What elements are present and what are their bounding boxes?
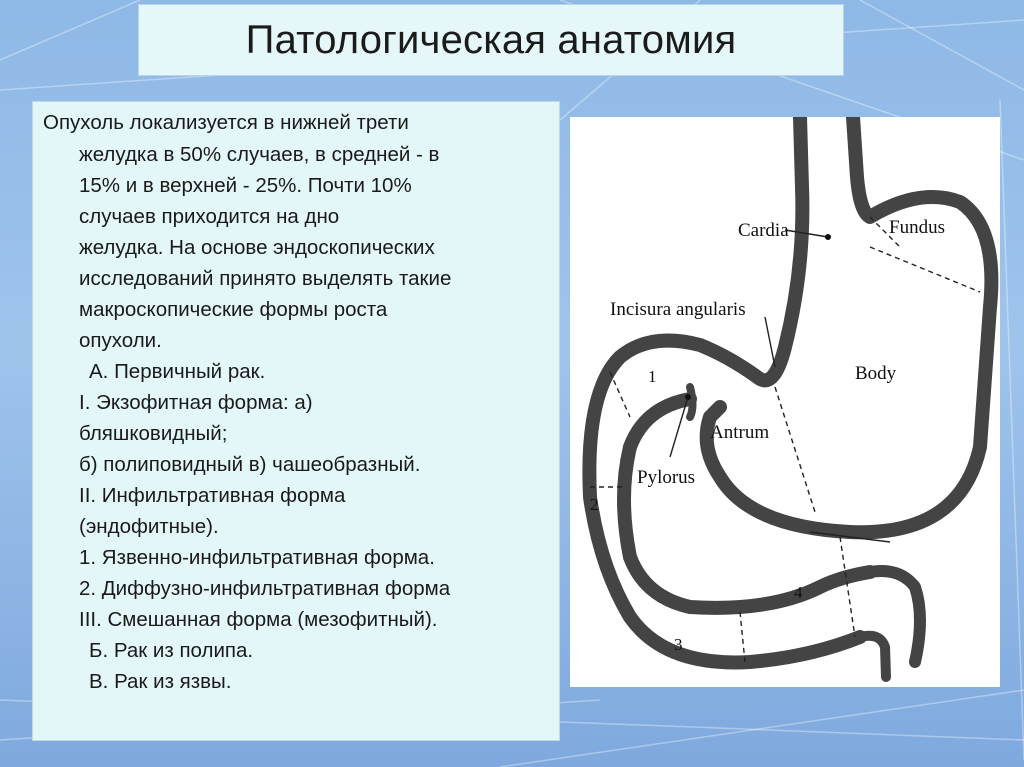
- text-line: бляшковидный;: [79, 422, 228, 445]
- label-incisura: Incisura angularis: [610, 299, 746, 320]
- section4-dash: [840, 537, 855, 637]
- text-line: Б. Рак из полипа.: [89, 639, 254, 662]
- section-number-4: 4: [794, 583, 803, 602]
- section3-dash: [740, 612, 745, 662]
- pylorus-ring: [690, 387, 693, 417]
- text-line: III. Смешанная форма (мезофитный).: [79, 608, 438, 631]
- label-cardia: Cardia: [738, 220, 789, 241]
- text-line: б) полиповидный в) чашеобразный.: [79, 453, 421, 476]
- text-line: II. Инфильтративная форма: [79, 484, 346, 507]
- cardia-dot: [825, 234, 831, 240]
- text-line: 1. Язвенно-инфильтративная форма.: [79, 546, 435, 569]
- text-line: 2. Диффузно-инфильтративная форма: [79, 577, 451, 600]
- text-line: желудка. На основе эндоскопических: [79, 236, 435, 259]
- text-line: 15% и в верхней - 25%. Почти 10%: [79, 174, 412, 197]
- duodenum-outer: [870, 571, 920, 662]
- label-fundus: Fundus: [889, 217, 945, 238]
- antrum-dash: [775, 387, 815, 512]
- section-number-3: 3: [674, 635, 683, 654]
- text-line: I. Экзофитная форма: а): [79, 391, 313, 414]
- text-line: опухоли.: [79, 329, 162, 352]
- title-box: [138, 4, 844, 76]
- text-line: макроскопические формы роста: [79, 298, 388, 321]
- text-line: случаев приходится на дно: [79, 205, 340, 228]
- stomach-diagram: [570, 117, 1000, 687]
- text-line: В. Рак из язвы.: [89, 670, 232, 693]
- text-line: Опухоль локализуется в нижней трети: [43, 111, 409, 134]
- incisura-leader: [765, 317, 775, 367]
- section1-dash: [610, 372, 630, 417]
- text-line: желудка в 50% случаев, в средней - в: [79, 143, 440, 166]
- label-body: Body: [855, 363, 897, 384]
- text-line: (эндофитные).: [79, 515, 219, 538]
- slide-title: Патологическая анатомия: [245, 17, 737, 62]
- label-pylorus: Pylorus: [637, 467, 696, 488]
- text-line: А. Первичный рак.: [89, 360, 266, 383]
- stomach-drawing: [570, 117, 1000, 687]
- label-antrum: Antrum: [710, 422, 770, 443]
- greater-curvature: [707, 117, 992, 532]
- section-number-1: 1: [648, 367, 657, 386]
- fundus-dash: [870, 247, 980, 292]
- section-number-2: 2: [590, 495, 599, 514]
- pylorus-dot: [685, 394, 691, 400]
- text-panel: [32, 101, 560, 741]
- text-line: исследований принято выделять такие: [79, 267, 452, 290]
